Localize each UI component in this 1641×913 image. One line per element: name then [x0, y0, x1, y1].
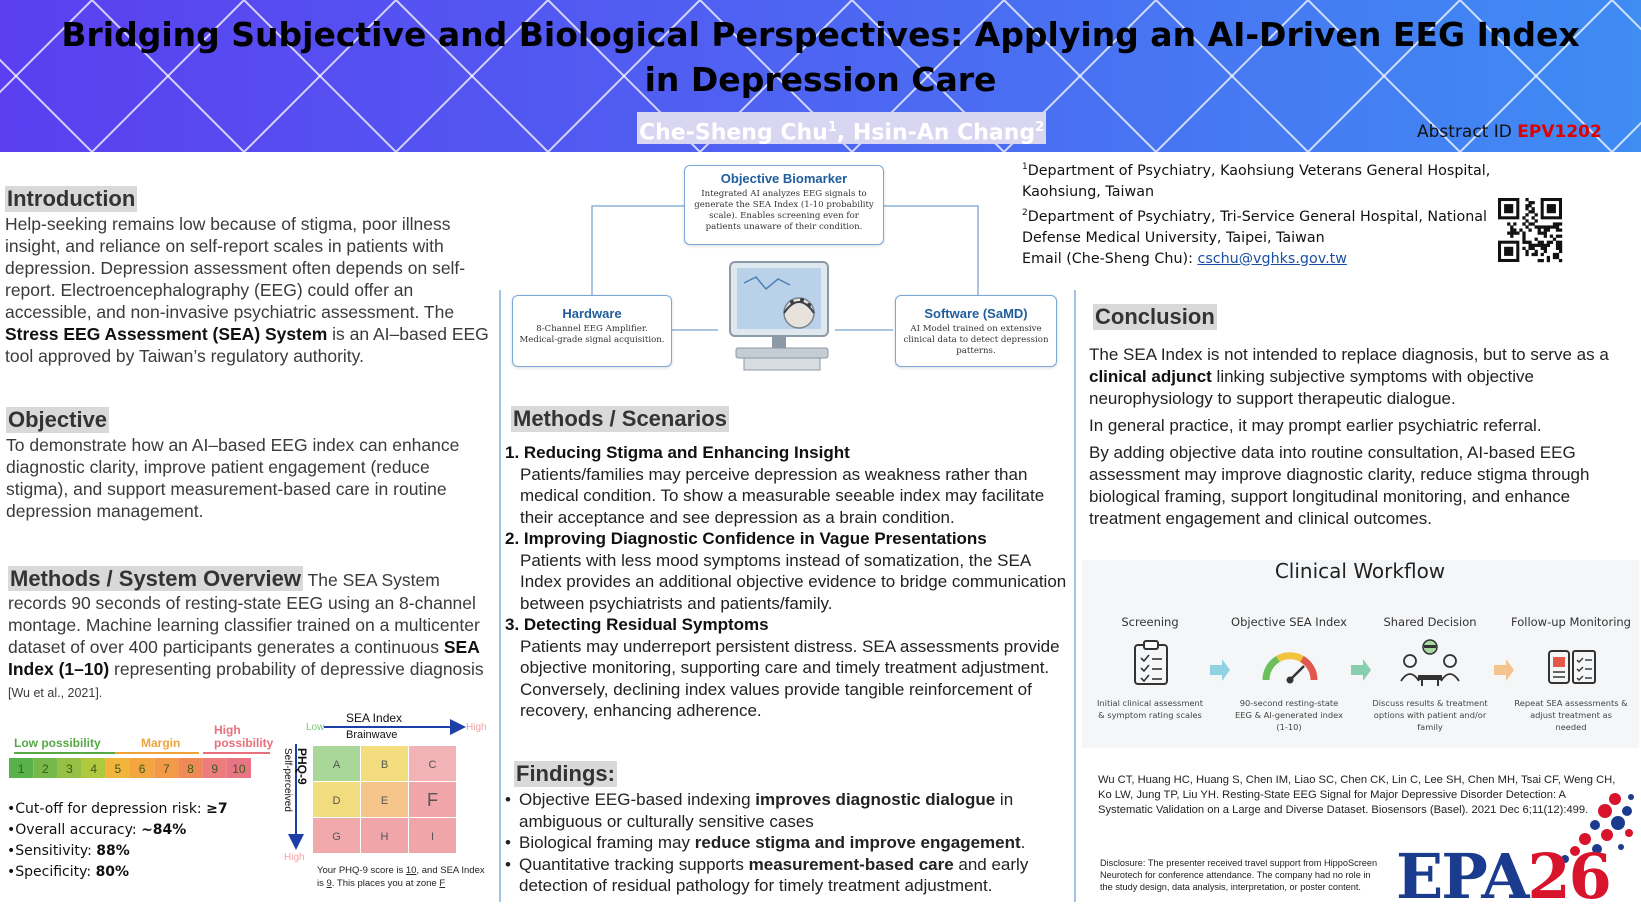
- workflow-title: Clinical Workflow: [1274, 559, 1446, 583]
- stat-accuracy-label: •Overall accuracy:: [7, 822, 142, 838]
- column-divider-left: [499, 290, 501, 902]
- software-box: [895, 295, 1057, 367]
- author-2: Hsin-An Chang: [852, 120, 1036, 146]
- grid-zone-label-H: H: [380, 831, 389, 843]
- title-line-1: Bridging Subjective and Biological Perspectives: Applying an AI-Driven EEG Index: [61, 15, 1580, 54]
- objective-biomarker-desc: Integrated AI analyzes EEG signals to generate the SEA Index (1-10 probability scale). Enables screening even for patients unaware of their condition.: [694, 189, 874, 232]
- grid-caption-part-2: , and SEA Index: [416, 865, 485, 876]
- grid-caption-part-3: is: [317, 878, 327, 889]
- system-overview-text: [8, 566, 496, 704]
- grid-zone-label-F: F: [427, 790, 438, 810]
- affiliation-1-text: Department of Psychiatry, Kaohsiung Veterans General Hospital, Kaohsiung, Taiwan: [1022, 162, 1491, 200]
- introduction-sea-system: Stress EEG Assessment (SEA) System: [5, 324, 328, 344]
- title-line-2: in Depression Care: [644, 60, 997, 99]
- scale-number-8: 8: [187, 762, 194, 776]
- finding-2-post: .: [1020, 833, 1026, 852]
- grid-cells: [313, 746, 456, 853]
- workflow-step-1-title: Screening: [1121, 615, 1179, 629]
- system-overview-sea-index: SEA Index (1–10): [8, 637, 480, 679]
- scale-number-9: 9: [211, 762, 219, 776]
- finding-2: [505, 832, 1075, 854]
- workflow-step-1-desc: Initial clinical assessment & symptom rating scales: [1096, 698, 1204, 720]
- workflow-step-3-title: Shared Decision: [1383, 615, 1477, 629]
- conclusion-p1-post: linking subjective symptoms with objective neurophysiology to support therapeutic dialogue.: [1089, 367, 1534, 408]
- introduction-text-2: is an AI–based EEG tool approved by Taiwan’s regulatory authority.: [5, 324, 489, 366]
- conclusion-paragraph-1: [1089, 344, 1621, 410]
- software-desc: AI Model trained on extensive clinical data to detect depression patterns.: [903, 324, 1049, 356]
- hardware-desc: 8-Channel EEG Amplifier. Medical-grade signal acquisition.: [519, 324, 665, 345]
- affiliation-2-marker: 2: [1022, 207, 1028, 218]
- eeg-workstation-illustration: [730, 262, 828, 370]
- finding-3: [505, 854, 1075, 897]
- objective-biomarker-box: [684, 165, 884, 245]
- affiliation-2-text: Department of Psychiatry, Tri-Service General Hospital, National Defense Medical University, Taipei, Taiwan: [1022, 208, 1487, 246]
- findings-list: [505, 789, 1075, 897]
- grid-low-top-label: Low: [306, 722, 325, 733]
- objective-heading: Objective: [8, 407, 108, 432]
- stat-sensitivity-value: 88%: [96, 843, 130, 859]
- finding-3-post: and early detection of residual pathology for timely treatment adjustment.: [519, 854, 1029, 895]
- poster-title: [0, 12, 1641, 102]
- epa26-logo: [1396, 840, 1610, 913]
- system-overview-text-2: representing probability of depressive diagnosis: [109, 659, 484, 679]
- conclusion-text: [1089, 344, 1621, 530]
- workflow-step-screening: [1090, 605, 1210, 743]
- scale-number-1: 1: [17, 762, 25, 776]
- stat-specificity: [7, 862, 228, 883]
- grid-high-side-label: High: [284, 852, 305, 863]
- conclusion-paragraph-3: By adding objective data into routine consultation, AI-based EEG assessment may improve diagnostic clarity, reduce stigma through biological framing, support longitudinal monitoring, and enhance treatment engagement and clinical outcomes.: [1089, 443, 1590, 528]
- scenario-1-title: 1. Reducing Stigma and Enhancing Insight: [505, 443, 850, 462]
- hardware-box: [512, 295, 672, 367]
- findings-heading: Findings:: [516, 761, 615, 786]
- scale-number-2: 2: [41, 762, 49, 776]
- introduction-text: [5, 213, 495, 367]
- scale-margin-label: Margin: [141, 736, 181, 750]
- disclosure: Disclosure: The presenter received travel support from HippoScreen Neurotech for conference attendance. The company had no role in the study design, data analysis, interpretation, or poster content.: [1100, 858, 1378, 893]
- grid-caption-sea-score: 9: [326, 878, 332, 889]
- finding-3-pre: Quantitative tracking supports: [519, 854, 749, 874]
- workflow-step-4-title: Follow-up Monitoring: [1511, 615, 1631, 629]
- grid-caption-zone: F: [439, 878, 446, 889]
- stat-sensitivity: [7, 841, 228, 862]
- workflow-arrow-2: [1351, 659, 1371, 681]
- author-1: Che-Sheng Chu: [639, 120, 828, 146]
- stat-cutoff-label: •Cut-off for depression risk:: [7, 801, 207, 817]
- scale-number-7: 7: [162, 762, 170, 776]
- conclusion-heading: Conclusion: [1095, 304, 1215, 329]
- grid-zone-label-E: E: [380, 795, 389, 807]
- contact-email: [1022, 249, 1492, 270]
- abstract-id: [1417, 122, 1602, 142]
- scale-cells: [9, 758, 251, 778]
- finding-1-post: in ambiguous or culturally sensitive cases: [519, 790, 1014, 831]
- epa-logo-number: 26: [1527, 840, 1610, 913]
- email-label: Email (Che-Sheng Chu):: [1022, 250, 1198, 267]
- grid-zone-label-A: A: [332, 759, 341, 771]
- conclusion-p1-pre: The SEA Index is not intended to replace diagnosis, but to serve as a: [1089, 345, 1609, 364]
- scale-number-6: 6: [138, 762, 146, 776]
- objective-text: To demonstrate how an AI–based EEG index can enhance diagnostic clarity, improve patient engagement (reduce stigma), and support measurement-based care in routine depression management.: [6, 435, 460, 521]
- stat-cutoff: [7, 799, 228, 820]
- scale-high-label-1: High: [214, 723, 241, 737]
- grid-zone-label-G: G: [332, 831, 341, 843]
- hardware-title: Hardware: [562, 306, 622, 321]
- finding-1: [505, 789, 1075, 832]
- system-overview-heading: Methods / System Overview: [10, 566, 301, 591]
- system-overview-citation: [Wu et al., 2021].: [8, 686, 103, 700]
- methods-scenarios-heading: Methods / Scenarios: [513, 406, 727, 431]
- grid-zone-label-D: D: [332, 795, 341, 807]
- author-list: [637, 112, 1046, 144]
- grid-caption-line-1: [317, 865, 485, 876]
- scenario-2-text: Patients with less mood symptoms instead of somatization, the SEA Index provides an additional objective evidence to bridge communication between psychiatrists and patients/family.: [520, 550, 1067, 613]
- author-separator: ,: [836, 120, 853, 146]
- workflow-step-4-desc: Repeat SEA assessments & adjust treatment as needed: [1514, 698, 1628, 732]
- scenario-3-title: 3. Detecting Residual Symptoms: [505, 615, 769, 634]
- finding-2-bold: reduce stigma and improve engagement: [694, 833, 1021, 852]
- grid-high-top-label: High: [466, 722, 487, 733]
- author-2-affiliation: 2: [1035, 120, 1045, 135]
- grid-zone-label-C: C: [428, 759, 437, 771]
- software-title: Software (SaMD): [924, 306, 1028, 321]
- grid-zone-label-B: B: [380, 759, 389, 771]
- workflow-step-2-desc: 90-second resting-state EEG & AI-generated index (1-10): [1235, 698, 1343, 732]
- sea-phq-grid-figure: [284, 708, 496, 894]
- scale-number-5: 5: [114, 762, 122, 776]
- finding-1-pre: Objective EEG-based indexing: [519, 790, 756, 809]
- grid-sea-index-label: SEA Index: [346, 711, 403, 725]
- affiliation-2: [1022, 203, 1492, 249]
- finding-2-pre: Biological framing may: [519, 833, 695, 852]
- scale-number-10: 10: [232, 762, 246, 776]
- stat-accuracy-value: ~84%: [141, 822, 187, 838]
- affiliation-1: [1022, 157, 1492, 203]
- finding-3-bold: measurement-based care: [748, 854, 954, 874]
- workflow-step-3-desc: Discuss results & treatment options with patient and/or family: [1372, 698, 1488, 732]
- grid-brainwave-label: Brainwave: [346, 729, 398, 741]
- scenario-2-title: 2. Improving Diagnostic Confidence in Vague Presentations: [505, 529, 987, 548]
- scenario-3-text: Patients may underreport persistent distress. SEA assessments provide objective monitoring, supporting care and timely treatment adjustment. Conversely, declining index values provide tangible reinforcement of recovery, enhancing adherence.: [520, 636, 1060, 720]
- stat-accuracy: [7, 820, 228, 841]
- grid-caption-line-2: [317, 878, 445, 889]
- scenario-1-text: Patients/families may perceive depression as weakness rather than medical condition. To show a measurable seeable index may facilitate their acceptance and see depression as a brain condition.: [520, 464, 1045, 527]
- conclusion-paragraph-2: In general practice, it may prompt earlier psychiatric referral.: [1089, 416, 1542, 435]
- abstract-id-code: EPV1202: [1517, 122, 1602, 142]
- grid-self-perceived-label: Self-perceived: [282, 748, 293, 812]
- affiliations: [1022, 157, 1492, 270]
- stat-specificity-value: 80%: [95, 864, 130, 880]
- grid-zone-label-I: I: [430, 831, 435, 843]
- qr-code-icon: [1498, 198, 1562, 262]
- scale-number-4: 4: [90, 762, 98, 776]
- introduction-heading: Introduction: [7, 186, 136, 211]
- references: Wu CT, Huang HC, Huang S, Chen IM, Liao SC, Chen CK, Lin C, Lee SH, Chen MH, Tsai CF, Weng CH, Ko LW, Jung TP, Liu YH. Resting-State EEG Signal for Major Depressive Disorder Detection: A Systematic Validation on a Large and Diverse Dataset. Biosensors (Basel). 2021 Dec 6;11(12):499.: [1098, 774, 1616, 816]
- grid-caption-phq-score: 10: [405, 865, 417, 876]
- workflow-arrow-1: [1210, 659, 1230, 681]
- affiliation-1-marker: 1: [1022, 162, 1028, 172]
- clipboard-icon: [1131, 640, 1171, 686]
- methods-scenarios-list: [505, 442, 1075, 722]
- system-overview-text-1: The SEA System records 90 seconds of resting-state EEG using an 8-channel montage. Machine learning classifier trained on a multicenter dataset of over 400 participants generates a continuous: [8, 570, 480, 657]
- sea-scale-figure: [0, 718, 280, 790]
- email-link[interactable]: cschu@vghks.gov.tw: [1197, 250, 1347, 267]
- objective-biomarker-title: Objective Biomarker: [720, 171, 848, 186]
- introduction-text-1: Help-seeking remains low because of stigma, poor illness insight, and reliance on self-report scales in patients with depression. Depression assessment often depends on self-report. Electroencephalography (EEG) could offer an accessible, and non-invasive psychiatric assessment. The: [5, 214, 466, 322]
- workflow-arrow-3: [1494, 659, 1514, 681]
- stat-specificity-label: •Specificity:: [7, 864, 96, 880]
- workflow-arrows: [1208, 655, 1638, 685]
- scale-high-label-2: possibility: [214, 736, 274, 750]
- workflow-step-2-title: Objective SEA Index: [1231, 615, 1347, 629]
- conclusion-p1-bold: clinical adjunct: [1089, 367, 1212, 386]
- grid-phq-label: PHQ-9: [295, 748, 309, 785]
- scale-low-label: Low possibility: [14, 736, 101, 750]
- epa-logo-text: EPA: [1396, 840, 1528, 913]
- grid-caption-part-4: . This places you at zone: [331, 878, 440, 889]
- abstract-id-label: Abstract ID: [1417, 122, 1518, 142]
- performance-stats: [7, 799, 228, 883]
- stat-sensitivity-label: •Sensitivity:: [7, 843, 97, 859]
- stat-cutoff-value: ≥7: [206, 801, 228, 817]
- grid-caption-part-1: Your PHQ-9 score is: [317, 865, 406, 876]
- scale-number-3: 3: [66, 762, 73, 776]
- finding-1-bold: improves diagnostic dialogue: [755, 790, 996, 809]
- author-1-affiliation: 1: [827, 120, 837, 135]
